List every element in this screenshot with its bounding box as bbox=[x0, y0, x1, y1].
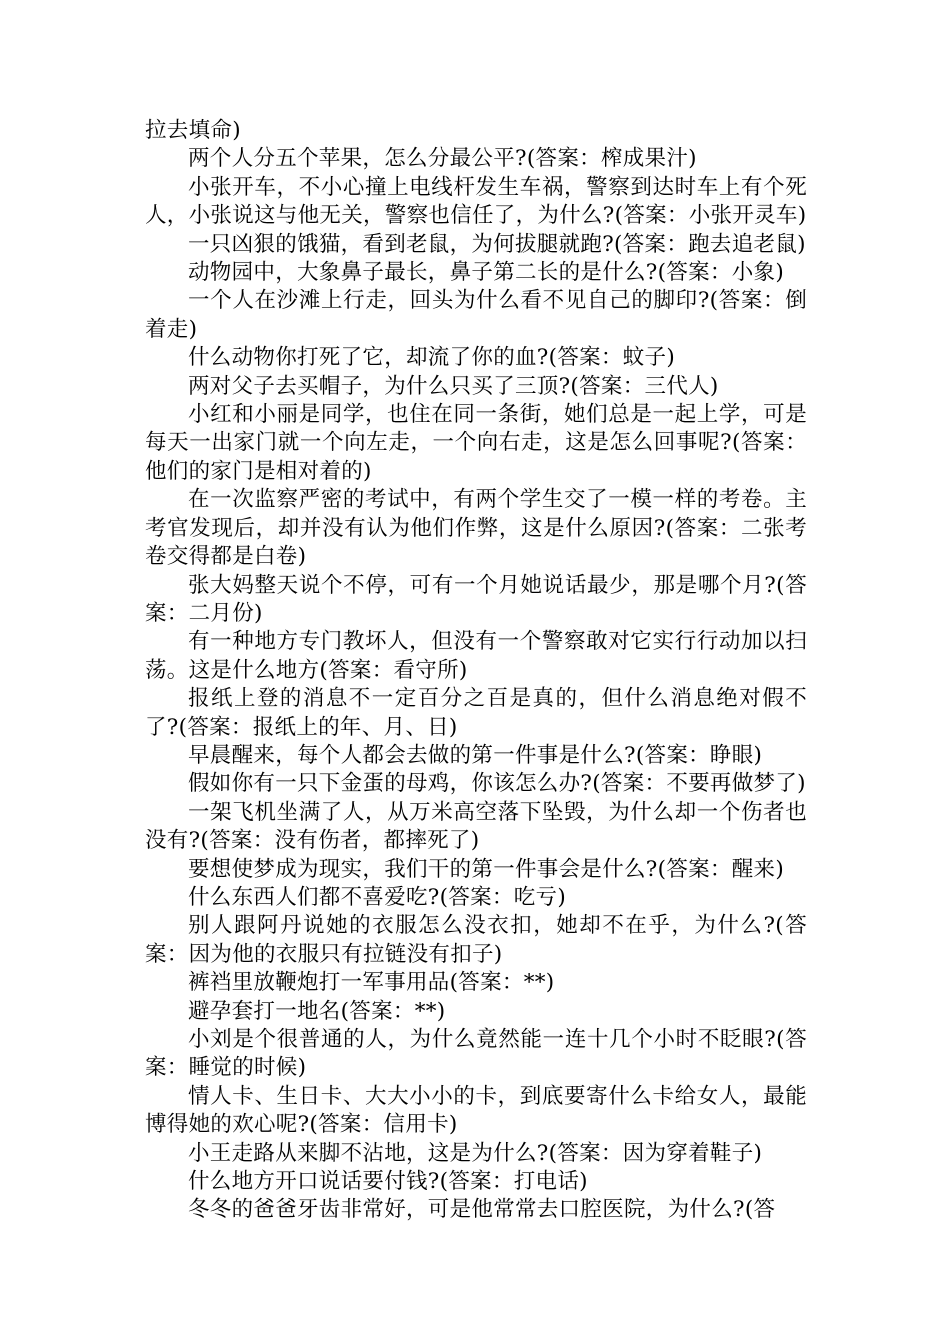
paragraph: 张大妈整天说个不停，可有一个月她说话最少，那是哪个月?(答案：二月份) bbox=[145, 572, 807, 626]
paragraph: 小红和小丽是同学，也住在同一条街，她们总是一起上学，可是每天一出家门就一个向左走，一个向右走，这是怎么回事呢?(答案：他们的家门是相对着的) bbox=[145, 402, 807, 484]
paragraph: 小张开车，不小心撞上电线杆发生车祸，警察到达时车上有个死人，小张说这与他无关，警察也信任了，为什么?(答案：小张开灵车) bbox=[145, 174, 807, 229]
document-body bbox=[145, 117, 807, 1225]
paragraph: 裤裆里放鞭炮打一军事用品(答案：**) bbox=[188, 970, 555, 996]
paragraph: 在一次监察严密的考试中，有两个学生交了一模一样的考卷。主考官发现后，却并没有认为他们作弊，这是什么原因?(答案：二张考卷交得都是白卷) bbox=[145, 487, 807, 570]
paragraph: 要想使梦成为现实，我们干的第一件事会是什么?(答案：醒来) bbox=[188, 856, 785, 882]
paragraph: 两个人分五个苹果，怎么分最公平?(答案：榨成果汁) bbox=[188, 146, 697, 172]
paragraph: 避孕套打一地名(答案：**) bbox=[188, 998, 446, 1024]
paragraph: 什么东西人们都不喜爱吃?(答案：吃亏) bbox=[188, 884, 567, 910]
paragraph: 拉去填命) bbox=[145, 118, 241, 143]
paragraph: 一只凶狠的饿猫，看到老鼠，为何拔腿就跑?(答案：跑去追老鼠) bbox=[188, 231, 806, 257]
paragraph: 两对父子去买帽子，为什么只买了三顶?(答案：三代人) bbox=[188, 373, 719, 399]
paragraph: 什么动物你打死了它，却流了你的血?(答案：蚊子) bbox=[188, 345, 676, 371]
paragraph: 有一种地方专门教坏人，但没有一个警察敢对它实行行动加以扫荡。这是什么地方(答案：看守所) bbox=[145, 629, 807, 683]
paragraph: 早晨醒来，每个人都会去做的第一件事是什么?(答案：睁眼) bbox=[188, 742, 763, 768]
paragraph: 小刘是个很普通的人，为什么竟然能一连十几个小时不眨眼?(答案：睡觉的时候) bbox=[145, 1027, 807, 1081]
paragraph: 动物园中，大象鼻子最长，鼻子第二长的是什么?(答案：小象) bbox=[188, 260, 785, 286]
paragraph: 小王走路从来脚不沾地，这是为什么?(答案：因为穿着鞋子) bbox=[188, 1140, 763, 1166]
paragraph: 别人跟阿丹说她的衣服怎么没衣扣，她却不在乎，为什么?(答案：因为他的衣服只有拉链没有扣子) bbox=[145, 913, 807, 967]
paragraph: 报纸上登的消息不一定百分之百是真的，但什么消息绝对假不了?(答案：报纸上的年、月、日) bbox=[145, 686, 807, 740]
paragraph: 假如你有一只下金蛋的母鸡，你该怎么办?(答案：不要再做梦了) bbox=[188, 771, 806, 797]
paragraph: 冬冬的爸爸牙齿非常好，可是他常常去口腔医院，为什么?(答 bbox=[188, 1197, 776, 1223]
paragraph: 一架飞机坐满了人，从万米高空落下坠毁，为什么却一个伤者也没有?(答案：没有伤者，都摔死了) bbox=[145, 799, 807, 854]
paragraph: 情人卡、生日卡、大大小小的卡，到底要寄什么卡给女人，最能博得她的欢心呢?(答案：信用卡) bbox=[145, 1083, 807, 1138]
paragraph: 什么地方开口说话要付钱?(答案：打电话) bbox=[188, 1169, 588, 1195]
paragraph: 一个人在沙滩上行走，回头为什么看不见自己的脚印?(答案：倒着走) bbox=[145, 288, 807, 342]
